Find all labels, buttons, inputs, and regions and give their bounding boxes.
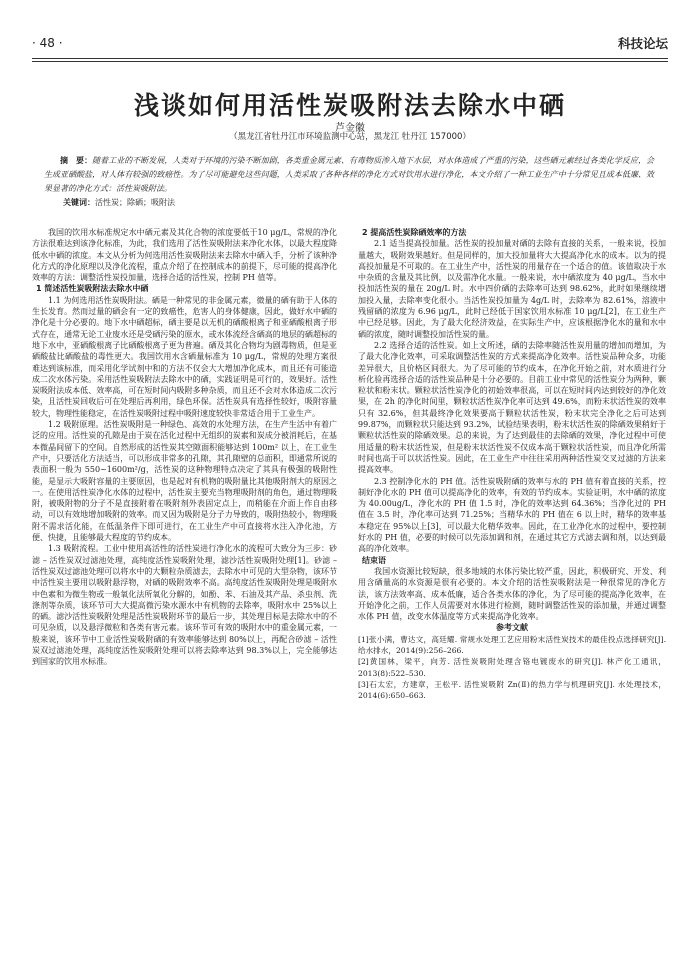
references-list bbox=[358, 634, 666, 702]
keywords bbox=[63, 197, 175, 208]
abstract bbox=[44, 154, 654, 196]
reference-item: [3]石太宏，方建章，王松平. 活性炭吸附 Zn(Ⅱ)的热力学与机理研究[J]. 水处理技术，2014(6):650–663. bbox=[358, 679, 666, 701]
author: 芦金徽 bbox=[335, 123, 365, 134]
keywords-label: 关键词： bbox=[63, 198, 95, 207]
header-rule-bottom bbox=[32, 61, 668, 62]
page-number: · 48 · bbox=[32, 36, 63, 50]
intro-paragraph: 我国的饮用水标准规定水中硒元素及其化合物的浓度要低于10 μg/L，常规的净化方法很难达到该净化标准，为此，我们选用了活性炭吸附法来净化水体，以最大程度降低水中硒的浓度。本文从分析为何选用活性炭吸附法来去除水中硒入手，分析了该种净化方式的净化原理以及净化流程，重点介绍了在控制成本的前提下，尽可能的提高净化效率的方法：调整活性炭投加量，选择合适的活性炭，控制 PH 值等。 bbox=[32, 228, 337, 283]
paragraph-1-3: 1.3 吸附流程。工业中使用高活性的活性炭进行净化水的流程可大致分为三步：砂滤 – 活性炭双过滤池处理，高纯度活性炭吸附处理，滤沙活性炭吸附处理[1]。砂滤 – 活性炭双过滤池处理可以将水中的大颗粒杂质滤去，去除水中可见的大型杂物，该环节中活性炭主要用以吸附悬浮物，对硒的吸附效率不高。高纯度活性炭吸附处理是吸附水中色素和为微生物或一般氧化法所氧化分解的，如酚、苯、石油及其产品、杀虫剂、洗涤剂等杂质，该环节可大大提高微污染水源水中有机物的去除率，吸附水中 25%以上的硒。滤沙活性炭吸附处理是活性炭吸附环节的最后一步，其处理目标是去除水中的不可见杂质，以及悬浮微粒和各类有害元素。该环节可有效的吸附水中的重金属元素，一般来说，该环节中工业活性炭吸附硒的有效率能够达到 80%以上，再配合砂滤 – 活性炭双过滤池处理，高纯度活性炭吸附处理可以将去除率达到 98.3%以上，完全能够达到国家的饮用水标准。 bbox=[32, 544, 337, 667]
paragraph-1-2: 1.2 吸附原理。活性炭吸附是一种绿色、高效的水处理方法，在生产生活中有着广泛的应用。活性炭的孔隙是由于炭在活化过程中无组织的炭素和炭成分被消耗后，在基本微晶间留下的空间。自然形成的活性炭其空隙面积能够达到 100m² 以上，在工业生产中，只要活化方法适当，可以形成非常多的孔隙，其孔隙壁的总面积，即通常所说的表面积一般为 550~1600m²/g，活性炭的这种物理特点决定了其具有极强的吸附性能，是显示大吸附容量的主要原因，也是起对有机物的吸附量比其他吸附剂大的原因之一。在使用活性炭净化水体的过程中，活性炭主要充当物理吸附剂的角色，通过物理吸附，被吸附物的分子不是直接附着在吸附剂外表固定点上，而稍能在介面上作自由移动，可以有效地增加吸附的效率。而又因为吸附是分子力导致的，吸附热较小，物理吸附不需求活化能，在低温条件下即可进行，在工业生产中可直接将水注入净化池，方便、快捷，且能够最大程度的节约成本。 bbox=[32, 420, 337, 543]
article-title: 浅谈如何用活性炭吸附法去除水中硒 bbox=[133, 91, 566, 120]
keywords-text: 活性炭；除硒；吸附法 bbox=[95, 198, 175, 207]
abstract-label: 摘 要： bbox=[60, 156, 93, 165]
reference-item: [2]黄国林，梁平，向芳. 活性炭吸附处理含铬电镀废水的研究[J]. 林产化工通讯，2013(8):522–530. bbox=[358, 657, 666, 678]
paragraph-1-1: 1.1 为何选用活性炭吸附法。硒是一种常见的非金属元素，微量的硒有助于人体的生长发育。然而过量的硒会有一定的致癌性，危害人的身体健康，因此，做好水中硒的净化是十分必要的。地下水中硒超标，硒主要是以无机的硒酸根离子和亚硒酸根离子形式存在，通常无论工业废水还是受硒污染的原水，或水体流经含硒高的地层的硒超标的地下水中，亚硒酸根离子比硒酸根离子更为普遍。硒及其化合物均为剧毒物质，但是亚硒酸盐比硒酸盐的毒性更大。我国饮用水含硒量标准为 10 μg/L，常规的处理方案很难达到该标准，而采用化学试剂中和的方法不仅会大大增加净化成本，而且还有可能造成二次水体污染。采用活性炭吸附法去除水中的硒，实践证明是可行的，效果好。活性炭吸附法成本低、效率高，可在短时间内吸附多种杂质，而且还不会对水体造成二次污染，且活性炭回收后可在处理后再利用，绿色环保。活性炭具有选择性较好，吸附容量较大，物理性能稳定，在活性炭吸附过程中吸附速度较快非常适合用于工业生产。 bbox=[32, 295, 337, 418]
conclusion-heading: 结束语 bbox=[362, 555, 386, 565]
conclusion-paragraph: 我国水资源比较短缺，很多地域的水体污染比较严重，因此，积极研究、开发、利用含硒量高的水资源是很有必要的。本文介绍的活性炭吸附法是一种很常见的净化方法，该方法效率高、成本低廉，适合各类水体的净化，为了尽可能的提高净化效率，在开始净化之前，工作人员需要对水体进行检测，随时调整活性炭的添加量，并通过调整水体 PH 值，改变水体温度等方式来提高净化效率。 bbox=[358, 566, 666, 622]
header-rule-top bbox=[32, 58, 668, 59]
paragraph-2-2: 2.2 选择合适的活性炭。如上文所述，硒的去除率随活性炭用量的增加而增加，为了最大化净化效率，可采取调整活性炭的方式来提高净化效率。活性炭品种众多，功能差异很大，且价格区间很大。为了尽可能的节约成本，在净化开始之前，对水质进行分析化验再选择合适的活性炭品种是十分必要的。目前工业中常见的活性炭分为两种，颗粒状和粉末状。颗粒状活性炭净化的初始效率很高，可以在短时间内达到较好的净化效果，在 2h 的净化时间里，颗粒状活性炭净化率可达到 49.6%，而粉末状活性炭的效率只有 32.6%，但其最终净化效果要高于颗粒状活性炭，粉末状完全净化之后可达到 99.87%，而颗粒状只能达到 93.2%，试验结果表明，粉末状活性炭的除硒效果稍好于颗粒状活性炭的除硒效果。总的来说，为了达到最佳的去除硒的效果，净化过程中可使用适量的粉末状活性炭，但是粉末状活性炭不仅成本高于颗粒状活性炭，而且净化所需时间也高于可以状活性炭。因此，在工业生产中往往采用两种活性炭交叉过滤的方法来提高效率。 bbox=[358, 340, 666, 475]
running-header bbox=[32, 34, 668, 54]
reference-item: [1]张小满，曹达文，高廷耀. 常规水处理工艺应用粉末活性炭技术的最佳投点选择研究[J]. 给水排水，2014(9):256–266. bbox=[358, 634, 666, 655]
section-heading-1: 1 简述活性炭吸附法去除水中硒 bbox=[36, 284, 149, 294]
paragraph-2-3: 2.3 控制净化水的 PH 值。活性炭吸附硒的效率与水的 PH 值有着直接的关系，控制好净化水的 PH 值可以提高净化的效率，有效的节约成本。实验证明，水中硒的浓度为 40.00ug/L，净化水的 PH 值 1.5 时，净化的效率达到 64.36%；当净化过的 PH 值在 3.5 时，净化率可达到 71.25%；当精华水的 PH 值在 6 以上时，精华的效率基本稳定在 95%以上[3]，可以最大化精华效率。因此，在工业净化水的过程中，要控制好水的 PH 值，必要的时候可以先添加调和剂，在通过其它方式滤去调和剂，以达到最高的净化效率。 bbox=[358, 476, 666, 554]
abstract-text: 随着工业的不断发展，人类对于环境的污染不断加剧，各类重金属元素、有毒物质渗入地下水层，对水体造成了严重的污染，这些硒元素经过各类化学反应，会生成亚硒酸盐，对人体有较强的致癌性。为了尽可能避免这些问题，人类采取了各种各样的净化方式对饮用水进行净化，本文介绍了一种工业生产中十分常见且成本低廉、效果显著的净化方式：活性炭吸附法。 bbox=[44, 156, 654, 193]
references-heading: 参考文献 bbox=[496, 623, 528, 633]
left-column bbox=[32, 227, 337, 668]
section-heading-2: 2 提高活性炭除硒效率的方法 bbox=[362, 228, 467, 237]
section-name: 科技论坛 bbox=[617, 36, 668, 51]
paragraph-2-1: 2.1 适当提高投加量。活性炭的投加量对硒的去除有直接的关系，一般来说，投加量越大，吸附效果越好。但是同样的，加大投加量将大大提高净化水的成本。以为的提高投加量是不可取的。在工业生产中，活性炭的用量存在一个适合的值。该值取决于水中杂质的含量及其比例，以及需净化水量。一般来说，水中硒浓度为 40 μg/L，当水中投加活性炭的量在 20g/L 时。水中四价硒的去除率可达到 98.62%，此时如果继续增加投入量，去除率变化很小。当活性炭投加量为 4g/L 时，去除率为 82.61%，溶液中残留硒的浓度为 6.96 μg/L，此时已经低于国家饮用水标准 10 μg/L[2]，在工业生产中已经足够。因此，为了最大化经济效益，在实际生产中，应该根据净化水的量和水中硒的浓度，随时调整投加活性炭的量。 bbox=[358, 239, 666, 339]
affiliation: （黑龙江省牡丹江市环境监测中心站，黑龙江 牡丹江 157000） bbox=[229, 132, 471, 142]
right-column bbox=[358, 227, 666, 701]
